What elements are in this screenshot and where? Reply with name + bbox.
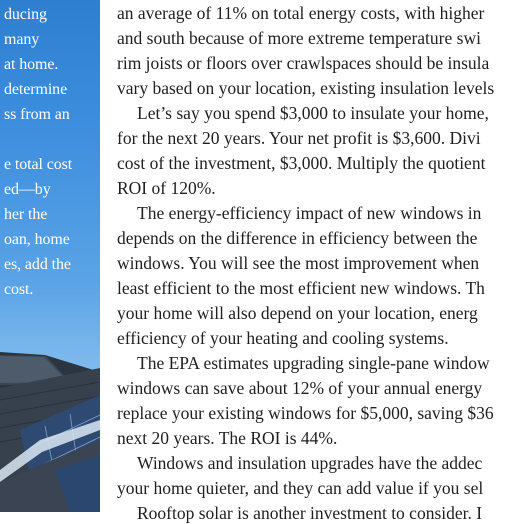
sidebar-line: oan, home: [4, 231, 70, 248]
article-line: Windows and insulation upgrades have the addec: [137, 453, 483, 473]
sidebar-line: ed—by: [4, 181, 51, 198]
article-line: windows. You will see the most improvement when: [117, 253, 480, 273]
article-line: replace your existing windows for $5,000, saving $36: [117, 403, 494, 423]
article-line: The EPA estimates upgrading single-pane window: [137, 353, 490, 373]
sidebar-line: her the: [4, 206, 48, 223]
article-line: Rooftop solar is another investment to consider. I: [137, 503, 483, 523]
sidebar-line: determine: [4, 81, 68, 98]
article-line: The energy-efficiency impact of new windows in: [137, 203, 482, 223]
article-line: efficiency of your heating and cooling systems.: [117, 328, 449, 348]
article-line: least efficient to the most efficient new windows. Th: [117, 278, 485, 298]
sidebar-line: cost.: [4, 281, 34, 298]
article-line: Let’s say you spend $3,000 to insulate your home,: [137, 103, 489, 123]
article-line: and south because of more extreme temperature swi: [117, 28, 481, 48]
article-line: for the next 20 years. Your net profit is $3,600. Divi: [117, 128, 481, 148]
article-line: windows can save about 12% of your annual energy: [117, 378, 483, 398]
article-line: your home quieter, and they can add value if you sel: [117, 478, 484, 498]
article-line: your home will also depend on your location, energ: [117, 303, 478, 323]
article-line: vary based on your location, existing insulation levels: [117, 78, 495, 98]
article-line: depends on the difference in efficiency between the: [117, 228, 478, 248]
sidebar-line: many: [4, 31, 40, 48]
article-line: rim joists or floors over crawlspaces should be insula: [117, 53, 490, 73]
article-body: [117, 0, 512, 523]
article-line: cost of the investment, $3,000. Multiply the quotient: [117, 153, 486, 173]
article-line: an average of 11% on total energy costs, with higher: [117, 3, 485, 23]
article-line: ROI of 120%.: [117, 178, 216, 198]
article-line: next 20 years. The ROI is 44%.: [117, 428, 338, 448]
sidebar-line: e total cost: [4, 156, 73, 173]
sidebar-line: ducing: [4, 6, 47, 23]
house-photo: [0, 0, 100, 512]
sidebar-line: es, add the: [4, 256, 71, 273]
sidebar-line: ss from an: [4, 106, 70, 123]
sidebar-line: at home.: [4, 56, 59, 73]
